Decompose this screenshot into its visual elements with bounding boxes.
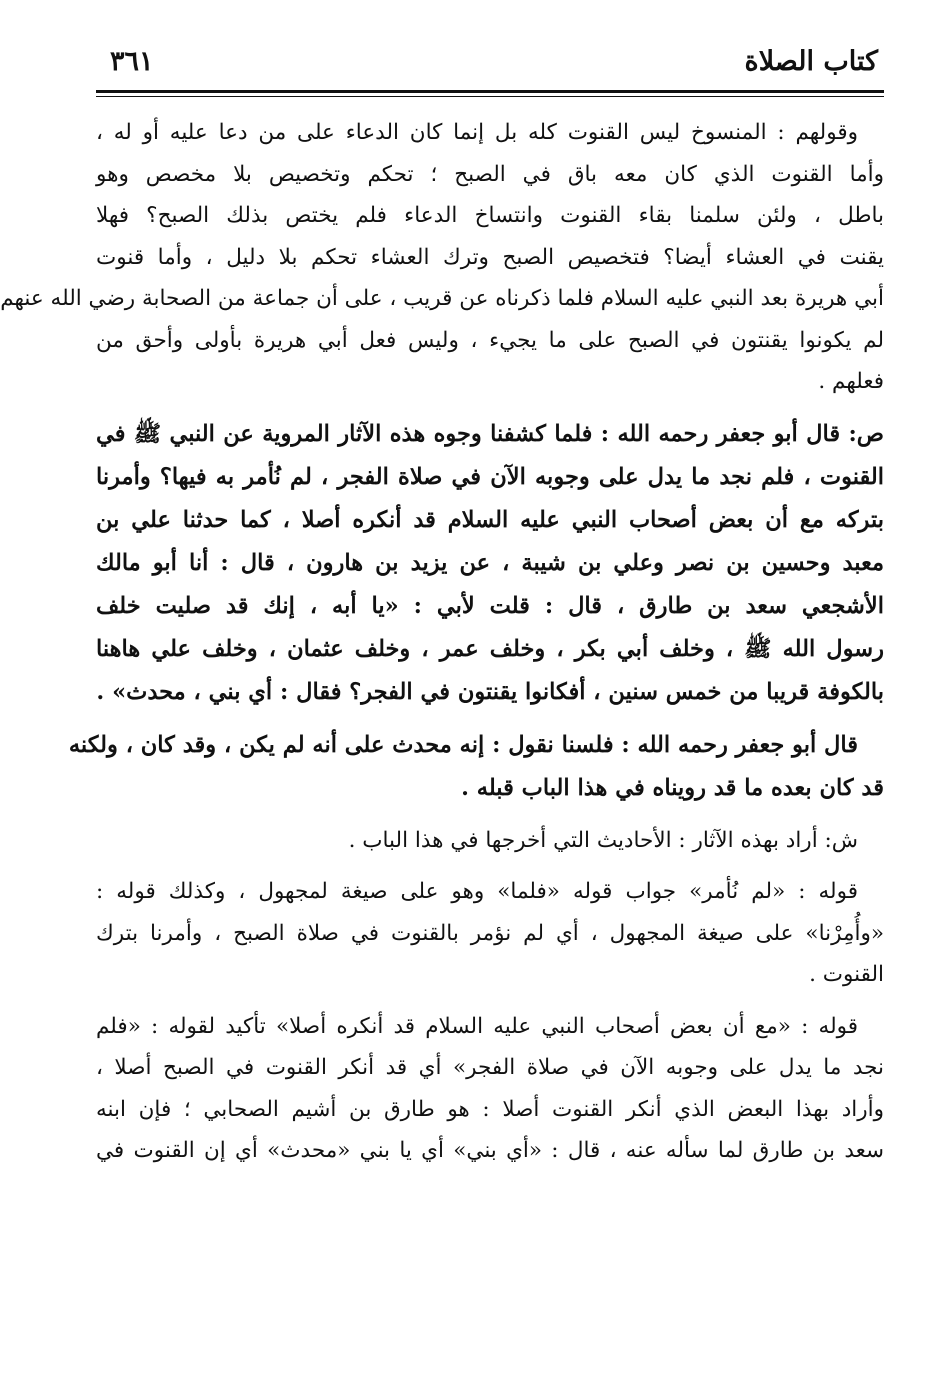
text-line: قد كان بعده ما قد رويناه في هذا الباب قبله . bbox=[461, 774, 884, 801]
text-line: نجد ما يدل على وجوبه الآن في صلاة الفجر» أي قد أنكر القنوت في الصبح أصلا ، bbox=[96, 1055, 884, 1080]
text-line: وأراد بهذا البعض الذي أنكر القنوت أصلا : هو طارق بن أشيم الصحابي ؛ فإن ابنه bbox=[96, 1096, 884, 1122]
paragraph-5 bbox=[96, 871, 884, 996]
text-line: فعلهم . bbox=[818, 369, 884, 394]
header-rule-thin bbox=[96, 96, 884, 97]
text-line: باطل ، ولئن سلمنا بقاء القنوت وانتساخ الدعاء فلم يختص بذلك الصبح؟ فهلا bbox=[96, 203, 884, 228]
book-page bbox=[0, 40, 884, 1340]
paragraph-4-sharh bbox=[96, 820, 884, 862]
page-number: ٣٦١ bbox=[110, 46, 154, 77]
text-line: سعد بن طارق لما سأله عنه ، قال : «أي بني» أي يا بني «محدث» أي إن القنوت في bbox=[96, 1138, 884, 1163]
text-line: وقولهم : المنسوخ ليس القنوت كله بل إنما كان الدعاء على من دعا عليه أو له ، bbox=[96, 120, 858, 145]
text-line: قال أبو جعفر رحمه الله : فلسنا نقول : إنه محدث على أنه لم يكن ، وقد كان ، ولكنه bbox=[68, 731, 858, 758]
text-line: ش: أراد بهذه الآثار : الأحاديث التي أخرجها في هذا الباب . bbox=[348, 827, 858, 853]
paragraph-6 bbox=[96, 1006, 884, 1172]
text-line: ص: قال أبو جعفر رحمه الله : فلما كشفنا وجوه هذه الآثار المروية عن النبي ﷺ في bbox=[96, 420, 884, 447]
header-rule bbox=[96, 90, 884, 93]
text-line: بتركه مع أن بعض أصحاب النبي عليه السلام قد أنكره أصلا ، كما حدثنا علي بن bbox=[96, 506, 884, 533]
page-header bbox=[96, 40, 884, 84]
text-line: القنوت . bbox=[809, 962, 884, 987]
page-body bbox=[0, 112, 884, 1182]
text-line: رسول الله ﷺ ، وخلف أبي بكر ، وخلف عمر ، وخلف عثمان ، وخلف علي هاهنا bbox=[96, 635, 884, 662]
chapter-title: كتاب الصلاة bbox=[744, 46, 878, 77]
text-line: القنوت ، فلم نجد ما يدل على وجوبه الآن في صلاة الفجر ، لم نُأمر به فيها؟ وأمرنا bbox=[96, 463, 884, 490]
text-line: أبي هريرة بعد النبي عليه السلام فلما ذكرناه عن قريب ، على أن جماعة من الصحابة رضي الله عنهم bbox=[0, 286, 884, 311]
paragraph-3-matn bbox=[68, 724, 884, 810]
paragraph-1 bbox=[0, 112, 884, 403]
text-line: يقنت في العشاء أيضا؟ فتخصيص الصبح وترك العشاء تحكم بلا دليل ، وأما قنوت bbox=[96, 244, 884, 270]
paragraph-2-matn bbox=[96, 413, 884, 714]
text-line: «وأُمِرْنا» على صيغة المجهول ، أي لم نؤمر بالقنوت في صلاة الصبح ، وأمرنا بترك bbox=[96, 920, 884, 946]
text-line: بالكوفة قريبا من خمس سنين ، أفكانوا يقنتون في الفجر؟ فقال : أي بني ، محدث» . bbox=[96, 678, 884, 705]
text-line: الأشجعي سعد بن طارق ، قال : قلت لأبي : «يا أبه ، إنك قد صليت خلف bbox=[96, 592, 884, 619]
text-line: قوله : «مع أن بعض أصحاب النبي عليه السلام قد أنكره أصلا» تأكيد لقوله : «فلم bbox=[96, 1013, 858, 1039]
text-line: معبد وحسين بن نصر وعلي بن شيبة ، عن يزيد بن هارون ، قال : أنا أبو مالك bbox=[96, 549, 884, 576]
text-line: وأما القنوت الذي كان معه باق في الصبح ؛ تحكم وتخصيص بلا مخصص وهو bbox=[96, 161, 884, 187]
text-line: لم يكونوا يقنتون في الصبح على ما يجيء ، وليس فعل أبي هريرة بأولى وأحق من bbox=[96, 327, 884, 353]
text-line: قوله : «لم نُأمر» جواب قوله «فلما» وهو على صيغة لمجهول ، وكذلك قوله : bbox=[96, 879, 858, 904]
